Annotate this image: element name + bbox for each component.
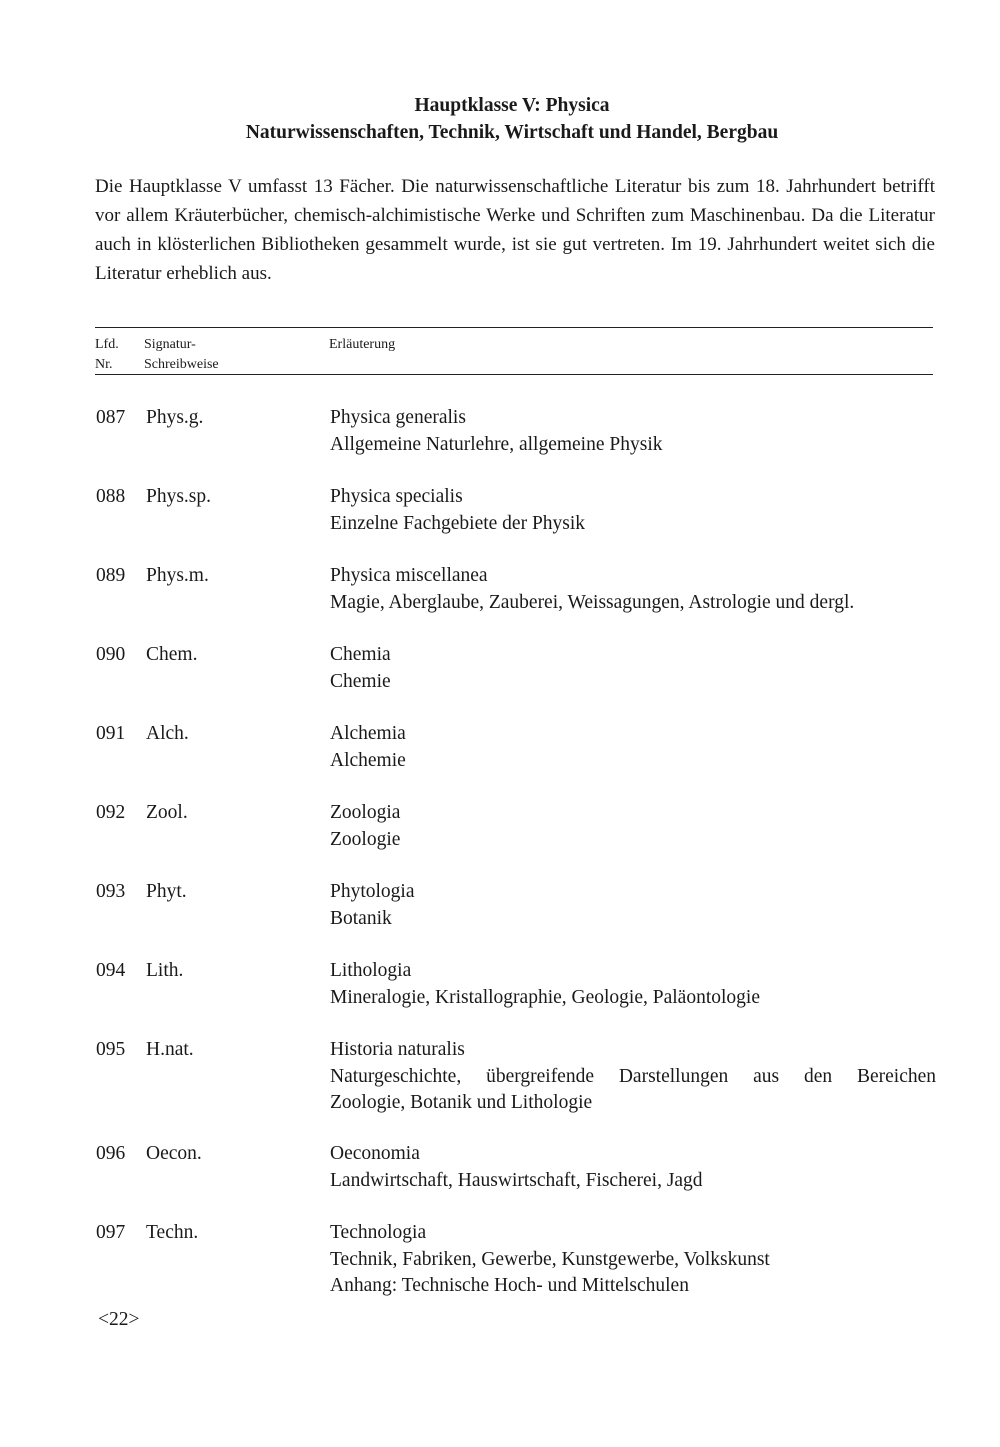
entry-explanation-line: Alchemie: [330, 749, 406, 771]
entry-number: 095: [96, 1039, 126, 1060]
entry-description: [330, 721, 936, 774]
entry-signatur: H.nat.: [146, 1039, 194, 1060]
entry-signatur: Zool.: [146, 802, 188, 823]
entry-signatur: Alch.: [146, 723, 189, 744]
entry-description: [330, 800, 936, 853]
entry-number: 092: [96, 802, 126, 823]
header-signatur-line2: Schreibweise: [144, 357, 219, 372]
entry-number: 089: [96, 565, 126, 586]
header-nr-line1: Lfd.: [95, 337, 119, 352]
entry-signatur: Lith.: [146, 960, 184, 981]
intro-paragraph: Die Hauptklasse V umfasst 13 Fächer. Die naturwissenschaftliche Literatur bis zum 18. Jahrhundert betrifft vor allem Kräuterbücher, chemisch-alchimistische Werke und Schriften zum Maschinenbau. Da die Literatur auch in klösterlichen Bibliotheken gesammelt wurde, ist sie gut vertreten. Im 19. Jahrhundert weitet sich die Literatur erheblich aus.: [95, 176, 935, 284]
entry-description: [330, 1220, 936, 1300]
entry-explanation-line: Zoologie: [330, 828, 401, 850]
entry-number: 087: [96, 407, 126, 428]
header-nr-line2: Nr.: [95, 357, 113, 372]
entry-number: 093: [96, 881, 126, 902]
entry-explanation-line: Mineralogie, Kristallographie, Geologie, Paläontologie: [330, 986, 760, 1008]
entry-signatur: Chem.: [146, 644, 198, 665]
entry-explanation-line: Botanik: [330, 907, 392, 929]
entry-signatur: Phys.g.: [146, 407, 204, 428]
entry-explanation-line: Anhang: Technische Hoch- und Mittelschulen: [330, 1275, 689, 1296]
heading-title: Hauptklasse V: Physica: [414, 95, 610, 116]
entry-latin-name: Lithologia: [330, 960, 412, 981]
entry-description: [330, 879, 936, 932]
entry-latin-name: Technologia: [330, 1222, 427, 1243]
entry-description: [330, 563, 936, 616]
entry-explanation-line: Allgemeine Naturlehre, allgemeine Physik: [330, 433, 663, 455]
entry-explanation-line: Chemie: [330, 670, 391, 692]
entry-description: [330, 484, 936, 537]
heading-subtitle: Naturwissenschaften, Technik, Wirtschaft und Handel, Bergbau: [245, 122, 779, 143]
entry-latin-name: Alchemia: [330, 723, 406, 744]
entry-description: [330, 642, 936, 695]
entry-explanation-line: Zoologie, Botanik und Lithologie: [330, 1092, 593, 1113]
entry-signatur: Phys.sp.: [146, 486, 212, 507]
entry-description: [330, 405, 936, 458]
entry-latin-name: Physica generalis: [330, 407, 466, 428]
entry-number: 094: [96, 960, 126, 981]
entry-signatur: Phyt.: [146, 881, 187, 902]
entry-explanation-line: Magie, Aberglaube, Zauberei, Weissagungen, Astrologie und dergl.: [330, 591, 855, 613]
page-number: <22>: [98, 1309, 140, 1330]
entry-number: 091: [96, 723, 126, 744]
entry-signatur: Phys.m.: [146, 565, 209, 586]
entry-number: 096: [96, 1143, 126, 1164]
entry-description: [330, 958, 936, 1011]
entry-signatur: Oecon.: [146, 1143, 202, 1164]
entry-latin-name: Phytologia: [330, 881, 415, 902]
entry-number: 097: [96, 1222, 126, 1243]
entry-number: 090: [96, 644, 126, 665]
entry-description: [330, 1037, 936, 1117]
entry-latin-name: Physica miscellanea: [330, 565, 488, 586]
entry-explanation-line: Technik, Fabriken, Gewerbe, Kunstgewerbe, Volkskunst: [330, 1248, 770, 1270]
entry-latin-name: Oeconomia: [330, 1143, 420, 1164]
entry-latin-name: Historia naturalis: [330, 1039, 465, 1060]
entry-latin-name: Zoologia: [330, 802, 401, 823]
entry-number: 088: [96, 486, 126, 507]
entry-latin-name: Chemia: [330, 644, 391, 665]
entry-explanation-line: Naturgeschichte, übergreifende Darstellungen aus den Bereichen: [330, 1065, 936, 1087]
entry-latin-name: Physica specialis: [330, 486, 463, 507]
entry-description: [330, 1141, 936, 1194]
entry-signatur: Techn.: [146, 1222, 199, 1243]
header-erlaeuterung-label: Erläuterung: [329, 337, 396, 352]
entry-explanation-line: Landwirtschaft, Hauswirtschaft, Fischerei, Jagd: [330, 1169, 703, 1191]
entry-explanation-line: Einzelne Fachgebiete der Physik: [330, 512, 586, 534]
header-signatur-line1: Signatur-: [144, 337, 196, 352]
